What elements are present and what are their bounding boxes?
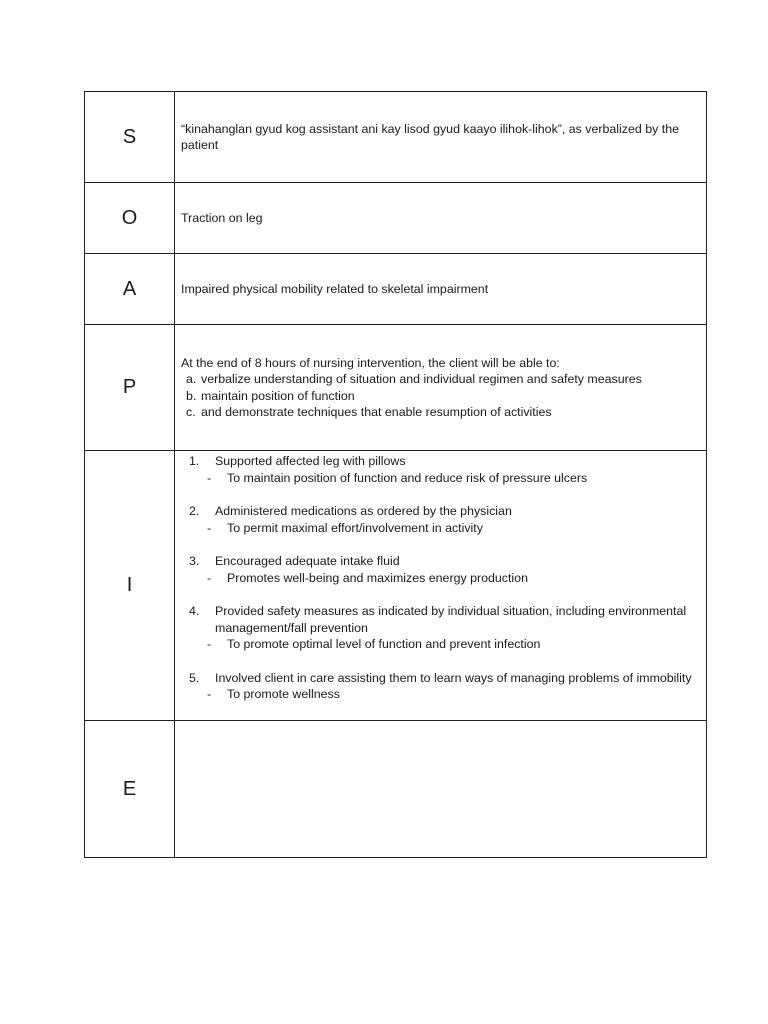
intervention-rationale: To permit maximal effort/involvement in activity [227,520,483,535]
plan-goal-text: and demonstrate techniques that enable resumption of activities [201,405,552,419]
intervention-letter: I [85,451,175,720]
rationale-dash: - [207,637,212,651]
subjective-content [175,92,706,182]
plan-goal-marker: a. [186,372,197,386]
subjective-text: “kinahanglan gyud kog assistant ani kay lisod gyud kaayo ilihok-lihok”, as verbalized by the patient [181,121,679,152]
intervention-text: Encouraged adequate intake fluid [215,554,400,568]
objective-content [175,183,706,253]
objective-text: Traction on leg [181,210,263,225]
intervention-item [181,603,700,653]
intervention-item [181,453,700,486]
plan-intro: At the end of 8 hours of nursing intervention, the client will be able to: [181,355,560,370]
evaluation-content [175,721,706,858]
intervention-text: Supported affected leg with pillows [215,454,406,468]
plan-goals-list [181,371,700,421]
plan-goal-marker: b. [186,388,197,403]
intervention-number: 2. [189,504,200,518]
evaluation-letter: E [85,721,175,858]
plan-goal-marker: c. [186,405,196,419]
intervention-rationale: Promotes well-being and maximizes energy production [227,570,528,585]
intervention-rationale: To promote optimal level of function and prevent infection [227,637,541,651]
rationale-dash: - [207,687,212,701]
plan-goal [186,404,700,421]
evaluation-row [85,721,706,858]
assessment-content [175,254,706,324]
intervention-number: 3. [189,554,200,568]
intervention-rationale: To promote wellness [227,687,340,701]
plan-goal [186,371,700,388]
intervention-number: 5. [189,670,200,685]
intervention-rationale: To maintain position of function and reduce risk of pressure ulcers [227,470,588,485]
intervention-number: 1. [189,454,200,468]
objective-row [85,183,706,254]
plan-letter: P [85,325,175,450]
intervention-text: Provided safety measures as indicated by individual situation, including environmental management/fall prevention [215,604,687,635]
soapie-table [84,91,707,858]
intervention-item [181,670,700,703]
assessment-letter: A [85,254,175,324]
rationale-dash: - [207,570,212,585]
plan-content [175,325,706,450]
objective-letter: O [85,183,175,253]
plan-goal-text: maintain position of function [201,388,355,403]
subjective-letter: S [85,92,175,182]
assessment-text: Impaired physical mobility related to skeletal impairment [181,281,489,296]
intervention-item [181,553,700,586]
intervention-text: Involved client in care assisting them to learn ways of managing problems of immobility [215,670,692,685]
intervention-row [85,451,706,721]
intervention-content [175,451,706,720]
intervention-item [181,503,700,536]
intervention-number: 4. [189,604,200,618]
plan-goal [186,388,700,405]
rationale-dash: - [207,470,212,485]
subjective-row [85,92,706,183]
plan-goal-text: verbalize understanding of situation and individual regimen and safety measures [201,372,642,386]
intervention-text: Administered medications as ordered by the physician [215,504,512,518]
rationale-dash: - [207,520,212,535]
plan-row [85,325,706,451]
assessment-row [85,254,706,325]
